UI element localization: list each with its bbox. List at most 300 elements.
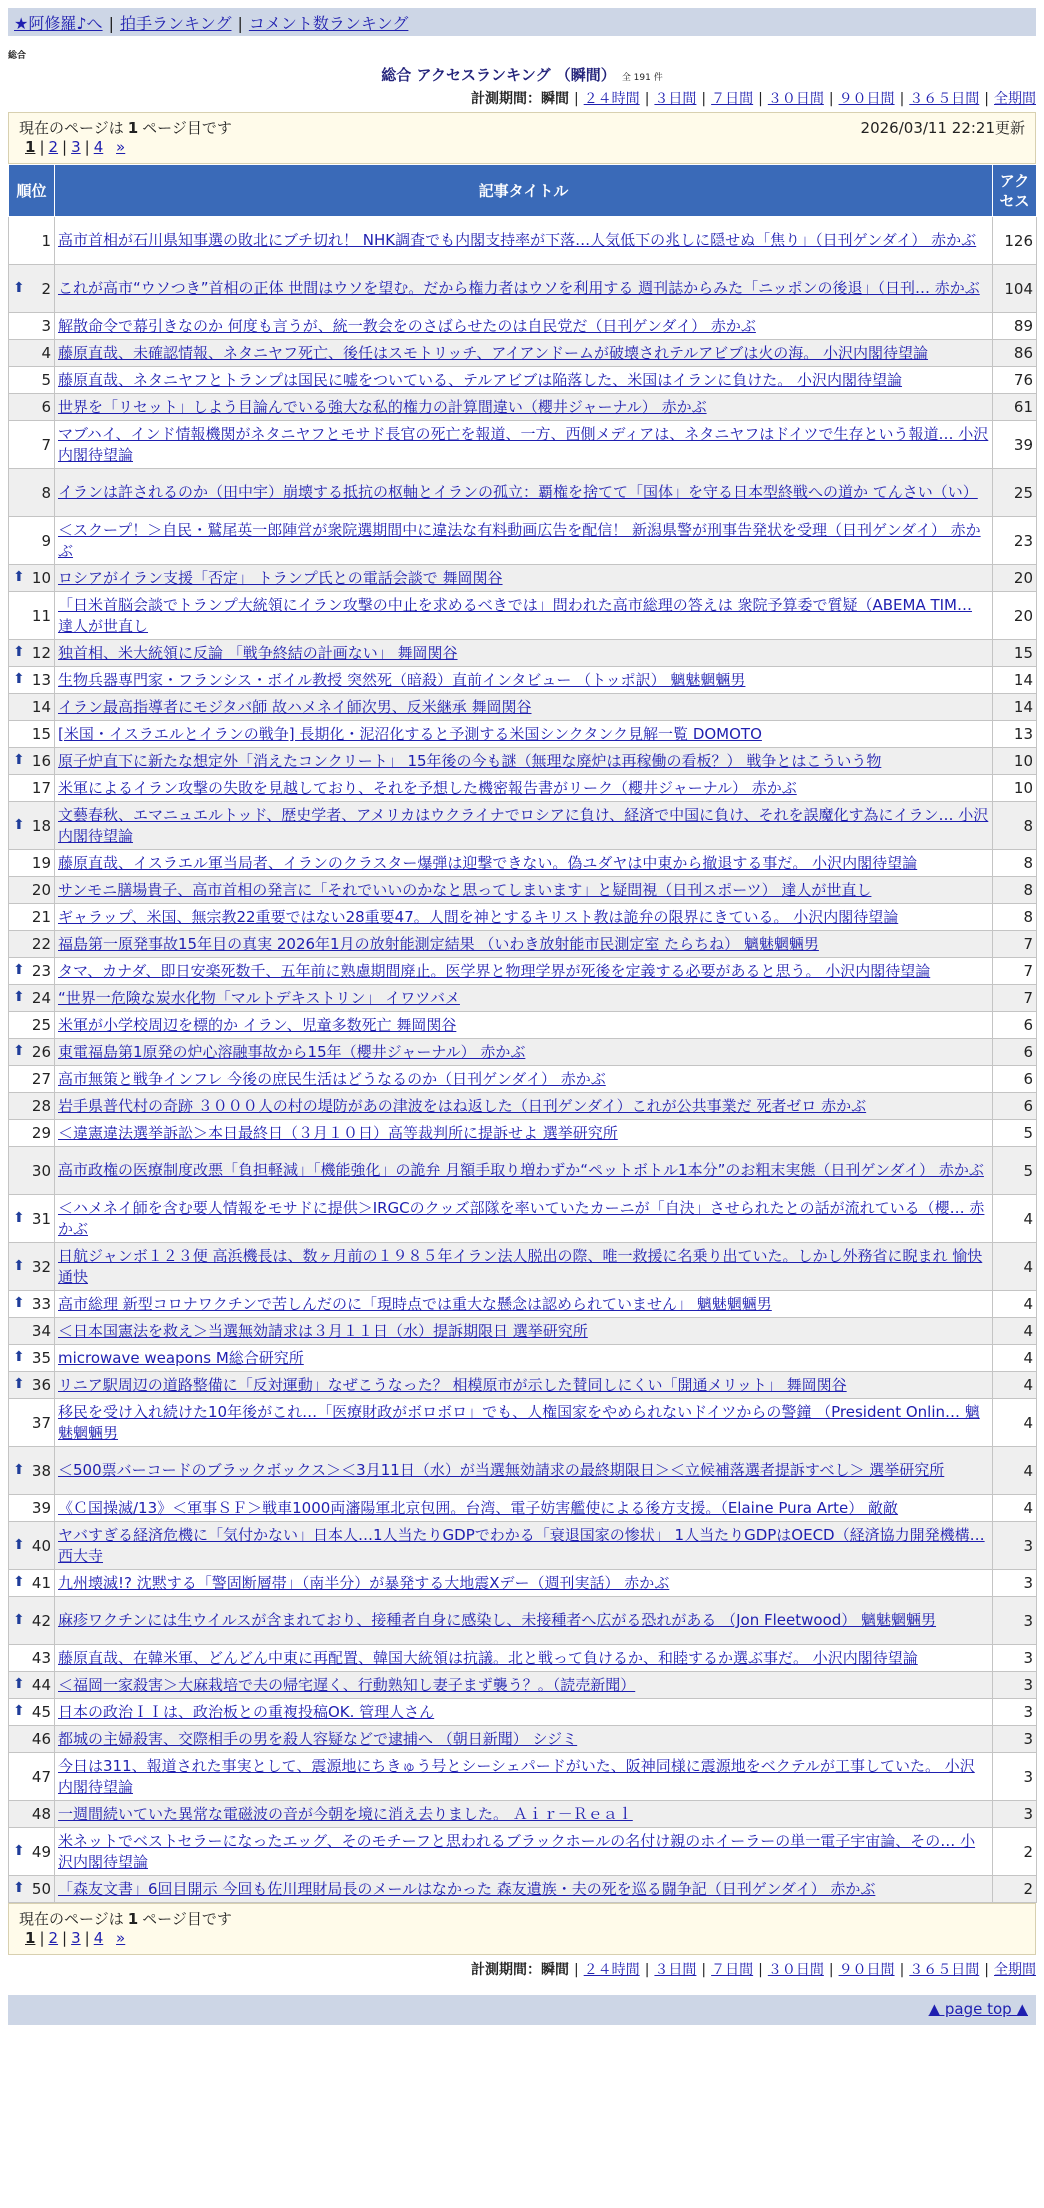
pager [8, 112, 1036, 164]
article-link[interactable]: 世界を「リセット」しよう目論んでいる強大な私的権力の計算間違い（櫻井ジャーナル） 赤かぶ [58, 397, 707, 416]
separator: | [62, 138, 68, 156]
rank-number: 11 [31, 606, 51, 625]
rank-number: 32 [31, 1257, 51, 1276]
table-row [9, 640, 1037, 667]
page-title: 総合 アクセスランキング （瞬間） [381, 66, 616, 84]
current-page: 1 [25, 138, 36, 156]
title-cell [55, 340, 993, 367]
table-row [9, 985, 1037, 1012]
separator: | [984, 1962, 989, 1978]
rank-cell [9, 667, 55, 694]
article-link[interactable]: 移民を受け入れ続けた10年後がこれ…「医療財政がボロボロ」でも、人権国家をやめられないドイツからの警鐘 （President Onlin… 魑魅魍魎男 [58, 1402, 980, 1442]
title-cell [55, 1066, 993, 1093]
separator: | [573, 91, 579, 107]
table-row [9, 802, 1037, 850]
rank-number: 1 [41, 231, 51, 250]
table-row [9, 313, 1037, 340]
rank-cell [9, 1753, 55, 1801]
access-count: 3 [993, 1699, 1037, 1726]
separator: | [39, 138, 45, 156]
article-link[interactable]: 「日米首脳会談でトランプ大統領にイラン攻撃の中止を求めるべきでは」問われた高市総理の答えは 衆院予算委で質疑（ABEMA TIM… 達人が世直し [58, 595, 973, 635]
access-count: 25 [993, 469, 1037, 517]
article-link[interactable]: 「森友文書」6回目開示 今回も佐川理財局長のメールはなかった 森友遺族・夫の死を巡る闘争記（日刊ゲンダイ） 赤かぶ [58, 1879, 876, 1898]
rank-number: 43 [31, 1649, 51, 1667]
access-count: 7 [993, 985, 1037, 1012]
up-arrow-icon: ⬆ [13, 1043, 25, 1059]
rank-number: 37 [31, 1413, 51, 1432]
rank-number: 29 [31, 1124, 51, 1142]
rank-cell [9, 1399, 55, 1447]
table-row [9, 1495, 1037, 1522]
rank-number: 44 [31, 1676, 51, 1694]
pager-status [19, 1908, 232, 1929]
separator: | [573, 1962, 579, 1978]
article-link[interactable]: 解散命令で幕引きなのか 何度も言うが、統一教会をのさばらせたのは自民党だ（日刊ゲンダイ） 赤かぶ [58, 316, 756, 335]
article-link[interactable]: 東電福島第1原発の炉心溶融事故から15年（櫻井ジャーナル） 赤かぶ [58, 1042, 526, 1061]
rank-cell [9, 517, 55, 565]
rank-cell [9, 877, 55, 904]
period-selector [8, 88, 1036, 110]
title-cell [55, 694, 993, 721]
table-row [9, 1699, 1037, 1726]
status-suffix: ページ目です [142, 1910, 232, 1928]
table-row [9, 1597, 1037, 1645]
article-link[interactable]: 生物兵器専門家・フランシス・ボイル教授 突然死（暗殺）直前インタビュー （トッポ訳） 魑魅魍魎男 [58, 670, 746, 689]
table-row [9, 775, 1037, 802]
page-link[interactable]: 4 [93, 138, 104, 156]
separator: | [899, 91, 905, 107]
rank-cell [9, 1291, 55, 1318]
rank-number: 14 [31, 698, 51, 716]
rank-number: 3 [41, 317, 51, 335]
page-link[interactable]: 2 [48, 1929, 59, 1947]
article-link[interactable]: 九州壊滅!? 沈黙する「警固断層帯」（南半分）が暴発する大地震Xデー（週刊実話） 赤かぶ [58, 1573, 670, 1592]
title-cell [55, 931, 993, 958]
period-selector-bottom [8, 1959, 1036, 1981]
article-link[interactable]: ＜日本国憲法を救え＞当選無効請求は３月１１日（水）提訴期限日 選挙研究所 [58, 1321, 588, 1340]
period-option[interactable]: ３６５日間 [909, 91, 980, 107]
title-cell [55, 850, 993, 877]
rank-cell [9, 985, 55, 1012]
up-arrow-icon: ⬆ [13, 816, 25, 833]
up-arrow-icon: ⬆ [13, 1295, 25, 1311]
rank-cell [9, 1570, 55, 1597]
article-link[interactable]: イランは許されるのか（田中宇）崩壊する抵抗の枢軸とイランの孤立：覇権を捨てて「国体」を守る日本型終戦への道か てんさい（い） [58, 483, 978, 501]
access-count: 39 [993, 421, 1037, 469]
up-arrow-icon: ⬆ [13, 1376, 25, 1392]
access-count: 3 [993, 1726, 1037, 1753]
period-option[interactable]: 全期間 [994, 1962, 1036, 1978]
title-cell [55, 1699, 993, 1726]
rank-cell [9, 1726, 55, 1753]
rank-number: 16 [31, 752, 51, 770]
title-cell [55, 775, 993, 802]
article-link[interactable]: これが高市“ウソつき”首相の正体 世間はウソを望む。だから権力者はウソを利用する 週刊誌からみた「ニッポンの後退」（日刊… 赤かぶ [58, 279, 980, 297]
table-row [9, 1399, 1037, 1447]
rank-number: 4 [41, 344, 51, 362]
title-cell [55, 592, 993, 640]
period-option[interactable]: ３日間 [654, 91, 697, 107]
article-link[interactable]: 藤原直哉、在韓米軍、どんどん中東に再配置、韓国大統領は抗議。北と戦って負けるか、和睦するか選ぶ事だ。 小沢内閣待望論 [58, 1648, 918, 1667]
access-count: 6 [993, 1093, 1037, 1120]
page-link[interactable]: 4 [93, 1929, 104, 1947]
table-row [9, 1120, 1037, 1147]
rank-cell [9, 721, 55, 748]
access-count: 4 [993, 1291, 1037, 1318]
rank-number: 2 [41, 279, 51, 298]
article-link[interactable]: 高市総理 新型コロナワクチンで苦しんだのに「現時点では重大な懸念は認められていません」 魑魅魍魎男 [58, 1294, 772, 1313]
rank-cell [9, 592, 55, 640]
comment-ranking-link[interactable]: コメント数ランキング [248, 14, 409, 33]
page-heading [0, 64, 1044, 86]
access-count: 4 [993, 1495, 1037, 1522]
table-row [9, 421, 1037, 469]
up-arrow-icon: ⬆ [13, 644, 25, 660]
access-count: 4 [993, 1345, 1037, 1372]
article-link[interactable]: ＜500票バーコードのブラックボックス＞＜3月11日（水）が当選無効請求の最終期限日＞＜立候補落選者提訴すべし＞ 選挙研究所 [58, 1461, 945, 1479]
rank-cell [9, 1147, 55, 1195]
article-link[interactable]: 米軍が小学校周辺を標的か イラン、児童多数死亡 舞岡関谷 [58, 1015, 457, 1034]
title-cell [55, 265, 993, 313]
rank-cell [9, 1597, 55, 1645]
article-link[interactable]: 《Ｃ国操滅/13》＜軍事ＳＦ＞戦車1000両瀋陽軍北京包囲。台湾、電子妨害艦使による後方支援。（Elaine Pura Arte） 敵敵 [58, 1498, 899, 1517]
section-tag: 総合 [8, 51, 27, 61]
separator: | [39, 1929, 45, 1947]
article-link[interactable]: 日航ジャンボ１２３便 高浜機長は、数ヶ月前の１９８５年イラン法人脱出の際、唯一救援に名乗り出ていた。しかし外務省に睨まれ 愉快通快 [58, 1246, 983, 1286]
rank-number: 21 [31, 908, 51, 926]
rank-number: 13 [31, 671, 51, 689]
title-cell [55, 958, 993, 985]
article-link[interactable]: 藤原直哉、イスラエル軍当局者、イランのクラスター爆弾は迎撃できない。偽ユダヤは中東から撤退する事だ。 小沢内閣待望論 [58, 853, 918, 872]
article-link[interactable]: リニア駅周辺の道路整備に「反対運動」なぜこうなった？ 相模原市が示した賛同しにくい「開通メリット」 舞岡関谷 [58, 1375, 847, 1394]
table-row [9, 1828, 1037, 1876]
access-count: 104 [993, 265, 1037, 313]
rank-number: 15 [31, 725, 51, 743]
up-arrow-icon: ⬆ [13, 1461, 25, 1478]
access-count: 14 [993, 694, 1037, 721]
title-cell [55, 1195, 993, 1243]
period-option[interactable]: ３０日間 [767, 91, 824, 107]
access-count: 3 [993, 1801, 1037, 1828]
table-row [9, 469, 1037, 517]
article-link[interactable]: 文藝春秋、エマニュエルトッド、歴史学者、アメリカはウクライナでロシアに負け、経済で中国に負け、それを誤魔化す為にイラン… 小沢内閣待望論 [58, 805, 989, 845]
rank-number: 24 [31, 989, 51, 1007]
title-cell [55, 1243, 993, 1291]
table-row [9, 1147, 1037, 1195]
page-top-link[interactable]: ▲ page top ▲ [928, 2000, 1028, 2018]
rank-number: 17 [31, 779, 51, 797]
table-row [9, 1372, 1037, 1399]
title-cell [55, 1039, 993, 1066]
article-link[interactable]: 高市政権の医療制度改悪「負担軽減」「機能強化」の詭弁 月額手取り増わずか“ペットボトル1本分”のお粗末実態（日刊ゲンダイ） 赤かぶ [58, 1161, 984, 1179]
table-row [9, 517, 1037, 565]
article-link[interactable]: 福島第一原発事故15年目の真実 2026年1月の放射能測定結果 （いわき放射能市民測定室 たらちね） 魑魅魍魎男 [58, 934, 819, 953]
table-row [9, 694, 1037, 721]
rank-cell [9, 1699, 55, 1726]
up-arrow-icon: ⬆ [13, 752, 25, 768]
table-row [9, 565, 1037, 592]
article-link[interactable]: イラン最高指導者にモジタバ師 故ハメネイ師次男、反米継承 舞岡関谷 [58, 697, 532, 716]
title-cell [55, 1012, 993, 1039]
access-count: 5 [993, 1120, 1037, 1147]
clap-ranking-link[interactable]: 拍手ランキング [119, 14, 232, 33]
access-count: 61 [993, 394, 1037, 421]
rank-number: 6 [41, 398, 51, 416]
article-link[interactable]: ロシアがイラン支援「否定」 トランプ氏との電話会談で 舞岡関谷 [58, 568, 503, 587]
col-rank-header: 順位 [9, 165, 55, 217]
access-count: 15 [993, 640, 1037, 667]
table-row [9, 958, 1037, 985]
rank-number: 36 [31, 1376, 51, 1394]
period-option[interactable]: ３６５日間 [909, 1962, 980, 1978]
rank-number: 8 [41, 483, 51, 502]
table-header [9, 165, 1037, 217]
article-link[interactable]: 米軍によるイラン攻撃の失敗を見越しており、それを予想した機密報告書がリーク（櫻井ジャーナル） 赤かぶ [58, 778, 797, 797]
access-count: 2 [993, 1876, 1037, 1903]
period-option[interactable]: ９０日間 [838, 91, 895, 107]
access-count: 4 [993, 1399, 1037, 1447]
rank-cell [9, 904, 55, 931]
home-link[interactable]: ★阿修羅♪へ [14, 14, 103, 33]
separator: | [84, 1929, 90, 1947]
period-option[interactable]: ２４時間 [583, 91, 640, 107]
article-link[interactable]: 藤原直哉、ネタニヤフとトランプは国民に嘘をついている、テルアビブは陥落した、米国はイランに負けた。 小沢内閣待望論 [58, 370, 903, 389]
title-cell [55, 1876, 993, 1903]
title-cell [55, 1318, 993, 1345]
rank-number: 31 [31, 1209, 51, 1228]
up-arrow-icon: ⬆ [13, 279, 25, 296]
article-link[interactable]: 一週間続いていた異常な電磁波の音が今朝を境に消え去りました。 Ａｉｒ－Ｒｅａｌ [58, 1804, 633, 1823]
rank-cell [9, 1828, 55, 1876]
spacer [107, 138, 112, 156]
title-cell [55, 721, 993, 748]
rank-number: 26 [31, 1043, 51, 1061]
rank-cell [9, 1243, 55, 1291]
rank-cell [9, 640, 55, 667]
period-option[interactable]: ７日間 [711, 1962, 754, 1978]
table-row [9, 748, 1037, 775]
rank-number: 41 [31, 1574, 51, 1592]
rank-cell [9, 217, 55, 265]
title-cell [55, 1093, 993, 1120]
article-link[interactable]: サンモニ膳場貴子、高市首相の発言に「それでいいのかなと思ってしまいます」と疑問視（日刊スポーツ） 達人が世直し [58, 880, 872, 899]
ranking-table [8, 164, 1037, 1903]
status-suffix: ページ目です [142, 119, 232, 137]
rank-number: 47 [31, 1767, 51, 1786]
title-cell [55, 1753, 993, 1801]
table-row [9, 1039, 1037, 1066]
period-option[interactable]: ７日間 [711, 91, 754, 107]
table-row [9, 1801, 1037, 1828]
next-page-link[interactable]: » [116, 138, 126, 156]
rank-cell [9, 748, 55, 775]
access-count: 76 [993, 367, 1037, 394]
page-link[interactable]: 3 [71, 1929, 81, 1947]
article-link[interactable]: [米国・イスラエルとイランの戦争] 長期化・泥沼化すると予測する米国シンクタンク見解一覧 DOMOTO [58, 724, 762, 743]
title-cell [55, 1645, 993, 1672]
up-arrow-icon: ⬆ [13, 1209, 25, 1226]
access-count: 3 [993, 1570, 1037, 1597]
access-count: 4 [993, 1447, 1037, 1495]
access-count: 7 [993, 958, 1037, 985]
separator: | [984, 91, 989, 107]
separator: | [758, 1962, 763, 1978]
access-count: 7 [993, 931, 1037, 958]
up-arrow-icon: ⬆ [13, 1676, 25, 1692]
rank-number: 30 [31, 1161, 51, 1180]
total-count: 全 191 件 [621, 73, 663, 83]
table-row [9, 217, 1037, 265]
separator: | [644, 91, 650, 107]
article-link[interactable]: ＜違憲違法選挙訴訟＞本日最終日（３月１０日）高等裁判所に提訴せよ 選挙研究所 [58, 1123, 618, 1142]
title-cell [55, 1801, 993, 1828]
access-count: 2 [993, 1828, 1037, 1876]
title-cell [55, 367, 993, 394]
rank-number: 50 [31, 1880, 51, 1898]
rank-number: 22 [31, 935, 51, 953]
period-option[interactable]: ９０日間 [838, 1962, 895, 1978]
article-link[interactable]: ＜スクープ！＞自民・鷲尾英一郎陣営が衆院選期間中に違法な有料動画広告を配信！ 新潟県警が刑事告発状を受理（日刊ゲンダイ） 赤かぶ [58, 520, 981, 560]
rank-number: 18 [31, 816, 51, 835]
page-link[interactable]: 3 [71, 138, 81, 156]
rank-cell [9, 1801, 55, 1828]
title-cell [55, 421, 993, 469]
rank-cell [9, 1093, 55, 1120]
access-count: 89 [993, 313, 1037, 340]
article-link[interactable]: 藤原直哉、未確認情報、ネタニヤフ死亡、後任はスモトリッチ、アイアンドームが破壊されテルアビブは火の海。 小沢内閣待望論 [58, 343, 928, 362]
article-link[interactable]: タマ、カナダ、即日安楽死数千、五年前に熟慮期間廃止。医学界と物理学界が死後を定義する必要があると思う。 小沢内閣待望論 [58, 961, 931, 980]
access-count: 6 [993, 1039, 1037, 1066]
article-link[interactable]: 岩手県普代村の奇跡 ３０００人の村の堤防があの津波をはね返した（日刊ゲンダイ）これが公共事業だ 死者ゼロ 赤かぶ [58, 1096, 867, 1115]
rank-cell [9, 421, 55, 469]
separator: | [62, 1929, 68, 1947]
up-arrow-icon: ⬆ [13, 962, 25, 978]
table-row [9, 904, 1037, 931]
access-count: 20 [993, 592, 1037, 640]
access-count: 8 [993, 802, 1037, 850]
spacer [107, 1929, 112, 1947]
article-link[interactable]: 米ネットでベストセラーになったエッグ、そのモチーフと思われるブラックホールの名付け親のホイーラーの単一電子宇宙論、その… 小沢内閣待望論 [58, 1831, 976, 1871]
article-link[interactable]: 今日は311、報道された事実として、震源地にちきゅう号とシーシェパードがいた、阪神同様に震源地をベクテルが工事していた。 小沢内閣待望論 [58, 1756, 975, 1796]
rank-number: 12 [31, 644, 51, 662]
table-row [9, 850, 1037, 877]
title-cell [55, 1726, 993, 1753]
article-link[interactable]: 独首相、米大統領に反論 「戦争終結の計画ない」 舞岡関谷 [58, 643, 458, 662]
title-cell [55, 1345, 993, 1372]
ranking-rows [9, 217, 1037, 1903]
table-row [9, 1318, 1037, 1345]
table-row [9, 1570, 1037, 1597]
title-cell [55, 1597, 993, 1645]
access-count: 4 [993, 1195, 1037, 1243]
table-row [9, 1645, 1037, 1672]
article-link[interactable]: 高市無策と戦争インフレ 今後の庶民生活はどうなるのか（日刊ゲンダイ） 赤かぶ [58, 1069, 606, 1088]
access-count: 10 [993, 748, 1037, 775]
article-link[interactable]: ギャラップ、米国、無宗教22重要ではない28重要47。人間を神とするキリスト教は詭弁の限界にきている。 小沢内閣待望論 [58, 907, 899, 926]
up-arrow-icon: ⬆ [13, 671, 25, 687]
title-cell [55, 1495, 993, 1522]
rank-cell [9, 1012, 55, 1039]
rank-number: 5 [41, 371, 51, 389]
rank-number: 38 [31, 1461, 51, 1480]
period-option[interactable]: 全期間 [994, 91, 1036, 107]
article-link[interactable]: microwave weapons M総合研究所 [58, 1348, 304, 1367]
article-link[interactable]: “世界一危険な炭水化物「マルトデキストリン」 イワツバメ [58, 988, 460, 1007]
table-row [9, 592, 1037, 640]
period-current: 瞬間 [540, 91, 569, 107]
table-row [9, 1066, 1037, 1093]
separator: | [828, 91, 834, 107]
rank-cell [9, 1372, 55, 1399]
article-link[interactable]: ＜ハメネイ師を含む要人情報をモサドに提供＞IRGCのクッズ部隊を率いていたカーニが「自決」させられたとの話が流れている（櫻… 赤かぶ [58, 1198, 985, 1238]
pager-status [19, 117, 232, 138]
rank-cell [9, 394, 55, 421]
period-current: 瞬間 [540, 1962, 569, 1978]
article-link[interactable]: ＜福岡一家殺害＞大麻栽培で夫の帰宅遅く、行動熟知し妻子まず襲う？。（読売新聞） [58, 1675, 636, 1694]
separator: | [828, 1962, 834, 1978]
rank-number: 27 [31, 1070, 51, 1088]
up-arrow-icon: ⬆ [13, 1536, 25, 1553]
col-title-header: 記事タイトル [55, 165, 993, 217]
rank-cell [9, 958, 55, 985]
article-link[interactable]: マブハイ、インド情報機関がネタニヤフとモサド長官の死亡を報道、一方、西側メディアは、ネタニヤフはドイツで生存という報道… 小沢内閣待望論 [58, 424, 989, 464]
access-count: 6 [993, 1012, 1037, 1039]
next-page-link[interactable]: » [116, 1929, 126, 1947]
access-count: 4 [993, 1243, 1037, 1291]
article-link[interactable]: 都城の主婦殺害、交際相手の男を殺人容疑などで逮捕へ （朝日新聞） シジミ [58, 1729, 578, 1748]
title-cell [55, 1372, 993, 1399]
table-row [9, 1876, 1037, 1903]
table-row [9, 1522, 1037, 1570]
rank-cell [9, 469, 55, 517]
rank-number: 25 [31, 1016, 51, 1034]
access-count: 8 [993, 850, 1037, 877]
table-row [9, 877, 1037, 904]
rank-cell [9, 1345, 55, 1372]
rank-number: 34 [31, 1322, 51, 1340]
rank-cell [9, 850, 55, 877]
title-cell [55, 1399, 993, 1447]
table-row [9, 1726, 1037, 1753]
rank-number: 9 [41, 531, 51, 550]
article-link[interactable]: ヤバすぎる経済危機に「気付かない」日本人…1人当たりGDPでわかる「衰退国家の惨状」 1人当たりGDPはOECD（経済協力開発機構… 西大寺 [58, 1525, 985, 1565]
rank-cell [9, 1645, 55, 1672]
title-cell [55, 517, 993, 565]
rank-cell [9, 1876, 55, 1903]
table-row [9, 265, 1037, 313]
access-count: 5 [993, 1147, 1037, 1195]
title-cell [55, 1522, 993, 1570]
access-count: 4 [993, 1372, 1037, 1399]
table-row [9, 367, 1037, 394]
separator: | [758, 91, 763, 107]
period-option[interactable]: ３０日間 [767, 1962, 824, 1978]
rank-cell [9, 340, 55, 367]
period-option[interactable]: ３日間 [654, 1962, 697, 1978]
period-option[interactable]: ２４時間 [583, 1962, 640, 1978]
page-link[interactable]: 2 [48, 138, 59, 156]
article-link[interactable]: 麻疹ワクチンには生ウイルスが含まれており、接種者自身に感染し、未接種者へ広がる恐れがある （Jon Fleetwood） 魑魅魍魎男 [58, 1611, 937, 1629]
rank-number: 40 [31, 1536, 51, 1555]
access-count: 126 [993, 217, 1037, 265]
article-link[interactable]: 高市首相が石川県知事選の敗北にブチ切れ！ NHK調査でも内閣支持率が下落…人気低下の兆しに隠せぬ「焦り」（日刊ゲンダイ） 赤かぶ [58, 231, 977, 249]
article-link[interactable]: 日本の政治ＩＩは、政治板との重複投稿OK. 管理人さん [58, 1702, 435, 1721]
pager-status-row [19, 117, 1025, 138]
rank-number: 46 [31, 1730, 51, 1748]
access-count: 3 [993, 1645, 1037, 1672]
title-cell [55, 1828, 993, 1876]
article-link[interactable]: 原子炉直下に新たな想定外「消えたコンクリート」 15年後の今も謎（無理な廃炉は再稼働の看板？） 戦争とはこういう物 [58, 751, 882, 770]
